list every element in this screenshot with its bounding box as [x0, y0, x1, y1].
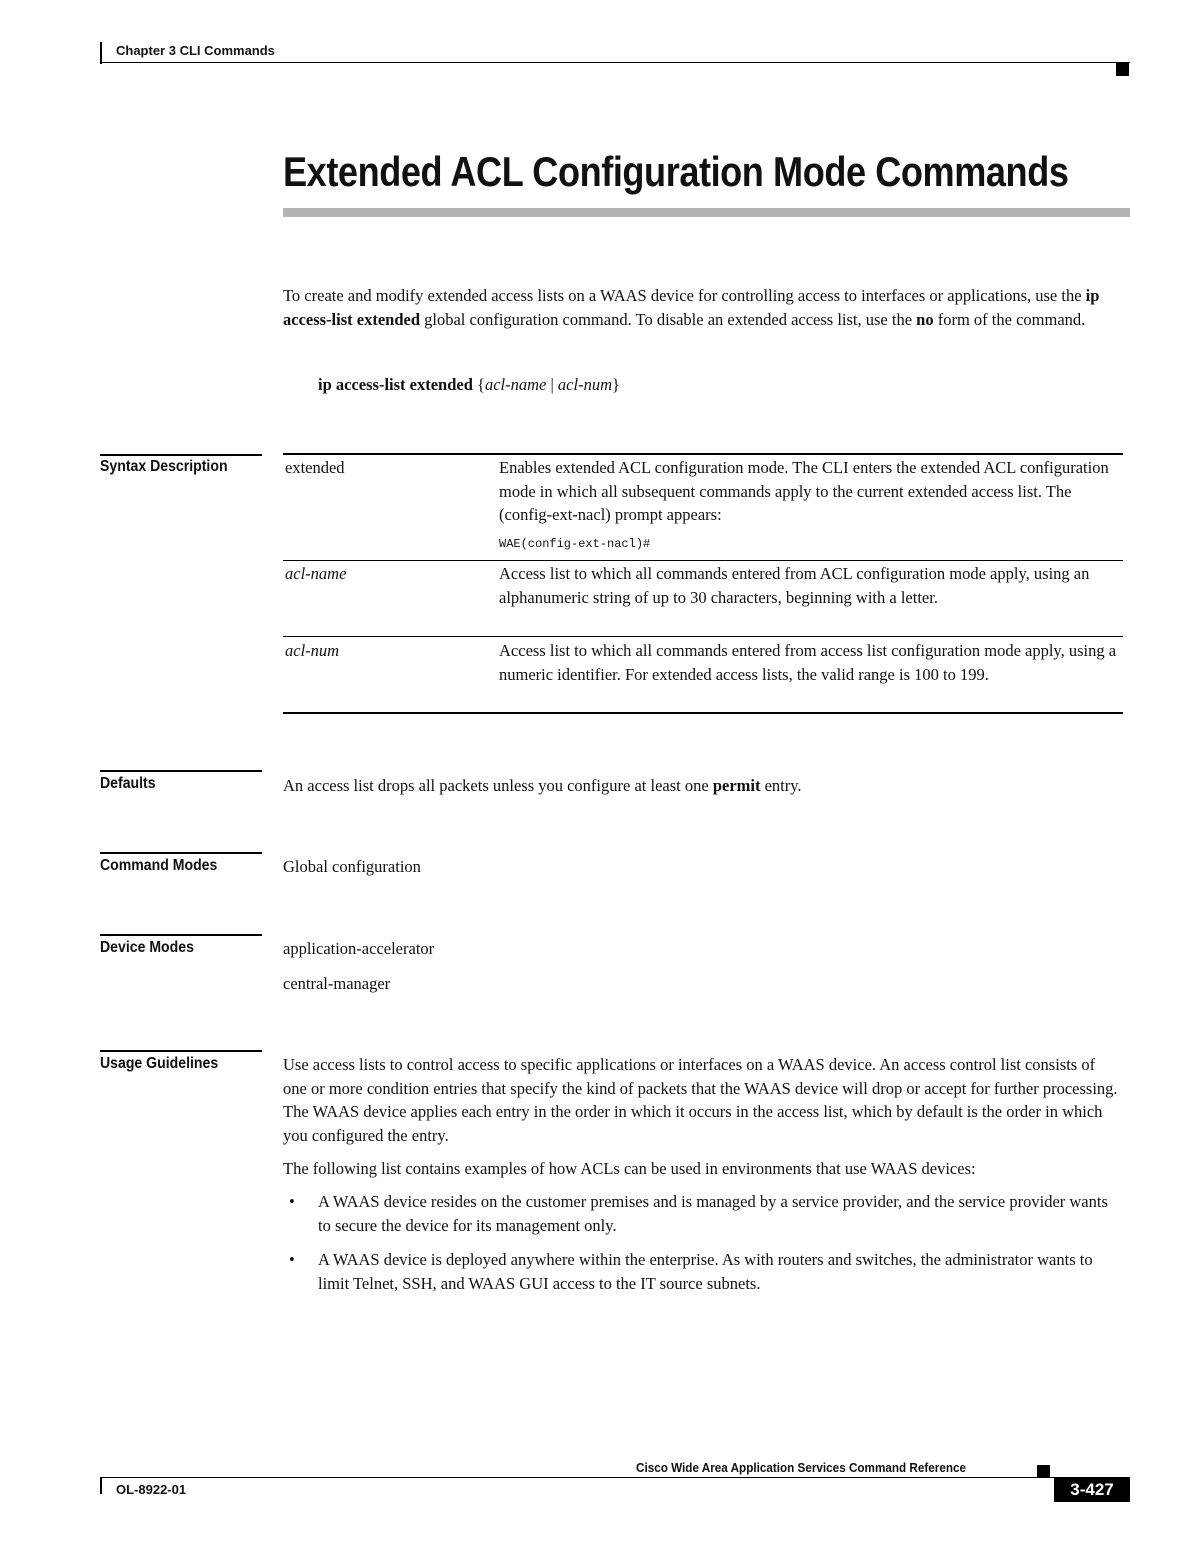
param-acl-name: acl-name	[285, 564, 347, 583]
footer-doc-id: OL-8922-01	[116, 1482, 187, 1497]
header-rule	[100, 62, 1130, 63]
intro-paragraph: To create and modify extended access lists on a WAAS device for controlling access to interfaces or applications, use the ip access-list extended global configuration command. To disable an extended access list, use the no form of the command.	[283, 286, 1100, 329]
footer-reference: Cisco Wide Area Application Services Command Reference	[636, 1460, 966, 1475]
footer-marker	[1037, 1465, 1050, 1477]
defaults-text: An access list drops all packets unless you configure at least one permit entry.	[283, 776, 802, 795]
page-number: 3-427	[1054, 1478, 1130, 1502]
title-underline-bar	[283, 208, 1130, 217]
param-desc-acl-num: Access list to which all commands entered from access list configuration mode apply, using a numeric identifier. For extended access lists, the valid range is 100 to 199.	[499, 641, 1117, 684]
table-top-rule	[283, 453, 1123, 455]
section-rule	[100, 454, 262, 456]
header-marker	[1116, 63, 1129, 76]
command-modes-text: Global configuration	[283, 857, 421, 876]
section-label-syntax-description: Syntax Description	[100, 458, 228, 475]
section-label-device-modes: Device Modes	[100, 939, 194, 956]
bullet-icon: •	[289, 1250, 295, 1269]
param-acl-num: acl-num	[285, 641, 340, 660]
device-mode-item: central-manager	[283, 974, 391, 993]
usage-paragraph: Use access lists to control access to specific applications or interfaces on a WAAS device. An access control list consists of one or more condition entries that specify the kind of packets that the WAAS device will drop or accept for further processing. The WAAS device applies each entry in the order in which it occurs in the access list, which by default is the order in which you configured the entry.	[283, 1055, 1118, 1145]
device-mode-item: application-accelerator	[283, 939, 435, 958]
section-rule	[100, 934, 262, 936]
footer-tick	[100, 1478, 102, 1494]
footer-rule	[100, 1477, 1130, 1478]
table-row-rule	[283, 560, 1123, 561]
section-rule	[100, 770, 262, 772]
section-label-command-modes: Command Modes	[100, 857, 218, 874]
section-rule	[100, 1050, 262, 1052]
param-desc-acl-name: Access list to which all commands entered from ACL configuration mode apply, using an alphanumeric string of up to 30 characters, beginning with a letter.	[499, 564, 1090, 607]
param-extended: extended	[285, 458, 345, 477]
header-tick	[100, 42, 102, 64]
table-row-rule	[283, 636, 1123, 637]
section-rule	[100, 852, 262, 854]
table-bottom-rule	[283, 712, 1123, 714]
page-title: Extended ACL Configuration Mode Commands	[283, 148, 1069, 195]
no-keyword: no	[916, 309, 934, 329]
section-label-usage-guidelines: Usage Guidelines	[100, 1055, 219, 1072]
prompt-example: WAE(config-ext-nacl)#	[499, 536, 651, 551]
command-name: ip access-list extended	[283, 286, 1100, 329]
section-label-defaults: Defaults	[100, 775, 156, 792]
usage-list-intro: The following list contains examples of how ACLs can be used in environments that use WAAS devices:	[283, 1159, 976, 1178]
command-syntax: ip access-list extended {acl-name | acl-num}	[318, 375, 620, 394]
param-desc-extended: Enables extended ACL configuration mode. The CLI enters the extended ACL configuration mode in which all subsequent commands apply to the current extended access list. The (config-ext-nacl) prompt appears: WAE(config-ext-nacl)#	[499, 456, 1119, 556]
chapter-header: Chapter 3 CLI Commands	[116, 43, 275, 58]
bullet-icon: •	[289, 1192, 295, 1211]
